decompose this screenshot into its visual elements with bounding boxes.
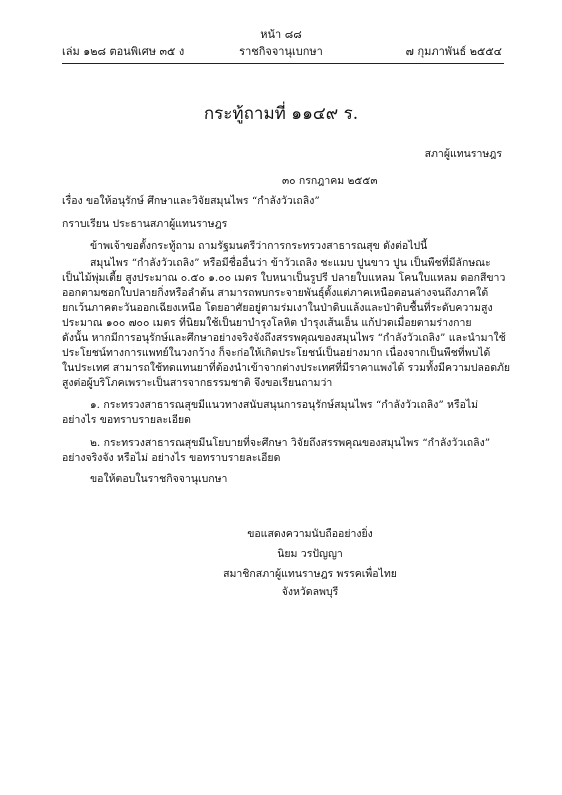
volume-issue: เล่ม ๑๒๘ ตอนพิเศษ ๓๕ ง <box>62 45 185 58</box>
closing-request: ขอให้ตอบในราชกิจจานุเบกษา <box>90 473 228 485</box>
body-line: สูงต่อผู้บริโภคเพราะเป็นสารจากธรรมชาติ จึงขอเรียนถามว่า <box>62 377 333 389</box>
body-line: ในประเทศ สามารถใช้ทดแทนยาที่ต้องนำเข้าจากต่างประเทศที่มีราคาแพงได้ รวมทั้งมีความปลอดภัย <box>62 362 511 374</box>
intro-line: ข้าพเจ้าขอตั้งกระทู้ถาม ถามรัฐมนตรีว่าการกระทรวงสาธารณสุข ดังต่อไปนี้ <box>90 240 428 252</box>
body-line: ออกตามซอกใบปลายกิ่งหรือลำต้น สามารถพบกระจายพันธุ์ตั้งแต่ภาคเหนือตอนล่างจนถึงภาคใต้ <box>62 287 489 299</box>
signatory-province: จังหวัดลพบุรี <box>281 586 339 598</box>
body-line: ดังนั้น หากมีการอนุรักษ์และศึกษาอย่างจริงจังถึงสรรพคุณของสมุนไพร “กำลังวัวเถลิง” และนำมาใช้ <box>62 332 506 344</box>
body-line: สมุนไพร “กำลังวัวเถลิง” หรือมีชื่ออื่นว่า ข้าวัวเถลิง ชะแมบ ปูนขาว ปูน เป็นพืชที่มีลักษณะ <box>90 257 491 269</box>
header-divider <box>62 63 504 64</box>
body-line: ประโยชน์ทางการแพทย์ในวงกว้าง ก็จะก่อให้เกิดประโยชน์เป็นอย่างมาก เนื่องจากเป็นพืชที่พบได้ <box>62 347 491 359</box>
body-paragraph <box>62 256 511 391</box>
question-2-line-1: ๒. กระทรวงสาธารณสุขมีนโยบายที่จะศึกษา วิจัยถึงสรรพคุณของสมุนไพร “กำลังวัวเถลิง” <box>90 437 491 449</box>
letter-date: ๓๐ กรกฎาคม ๒๕๕๓ <box>282 175 378 187</box>
signature-closing: ขอแสดงความนับถืออย่างยิ่ง <box>247 528 373 540</box>
body-line: เป็นไม้พุ่มเตี้ย สูงประมาณ ๐.๕๐ ๑.๐๐ เมตร ใบหนาเป็นรูปรี ปลายใบแหลม โคนใบแหลม ดอกสีขาว <box>62 272 506 284</box>
addressee-house: สภาผู้แทนราษฎร <box>424 148 502 160</box>
signatory-position: สมาชิกสภาผู้แทนราษฎร พรรคเพื่อไทย <box>223 568 397 580</box>
question-2-line-2: อย่างจริงจัง หรือไม่ อย่างไร ขอทราบรายละเอียด <box>62 452 281 464</box>
salutation: กราบเรียน ประธานสภาผู้แทนราษฎร <box>62 218 228 230</box>
question-1-line-1: ๑. กระทรวงสาธารณสุขมีแนวทางสนับสนุนการอนุรักษ์สมุนไพร “กำลังวัวเถลิง” หรือไม่ <box>90 399 479 411</box>
publication-date: ๗ กุมภาพันธ์ ๒๕๕๔ <box>405 45 502 58</box>
body-line: ประมาณ ๑๐๐ ๗๐๐ เมตร ที่นิยมใช้เป็นยาบำรุงโลหิต บำรุงเส้นเอ็น แก้ปวดเมื่อยตามร่างกาย <box>62 317 472 329</box>
subject-line: เรื่อง ขอให้อนุรักษ์ ศึกษาและวิจัยสมุนไพร “กำลังวัวเถลิง” <box>62 195 320 207</box>
question-2 <box>62 436 504 466</box>
question-1-line-2: อย่างไร ขอทราบรายละเอียด <box>62 414 191 426</box>
publication-name: ราชกิจจานุเบกษา <box>239 45 323 58</box>
page-number: หน้า ๘๘ <box>260 28 302 41</box>
signatory-name: นิยม วรปัญญา <box>277 548 343 560</box>
document-title: กระทู้ถามที่ ๑๑๔๙ ร. <box>203 104 359 124</box>
body-line: ยกเว้นภาคตะวันออกเฉียงเหนือ โดยอาศัยอยู่ตามร่มเงาในป่าดิบแล้งและป่าดิบชื้นที่ระดับความสูง <box>62 302 493 314</box>
question-1 <box>62 398 504 428</box>
